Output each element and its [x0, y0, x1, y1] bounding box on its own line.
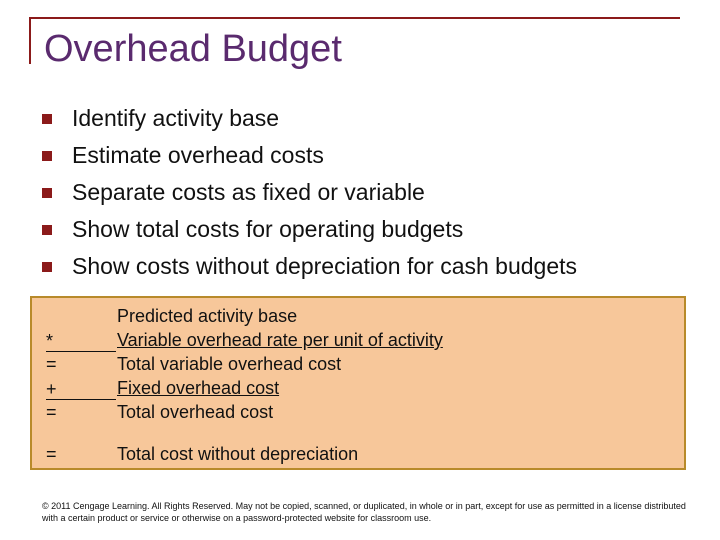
formula-label: Variable overhead rate per unit of activity — [117, 330, 443, 350]
bullet-text: Show total costs for operating budgets — [72, 216, 464, 242]
formula-label: Total variable overhead cost — [117, 354, 342, 374]
bullet-item — [42, 248, 577, 285]
formula-operator: = — [46, 444, 57, 464]
square-bullet-icon — [42, 225, 52, 235]
bullet-text: Identify activity base — [72, 105, 280, 131]
formula-operator: = — [46, 354, 57, 374]
square-bullet-icon — [42, 188, 52, 198]
bullet-item — [42, 211, 577, 248]
square-bullet-icon — [42, 262, 52, 272]
formula-label: Total overhead cost — [117, 402, 274, 422]
bullet-item — [42, 137, 577, 174]
formula-operator: * — [46, 329, 116, 352]
bullet-item — [42, 100, 577, 137]
bullet-list — [42, 100, 577, 285]
title-rule-vertical — [29, 17, 31, 64]
formula-label: Fixed overhead cost — [117, 378, 280, 398]
slide-title: Overhead Budget — [44, 28, 342, 70]
bullet-text: Show costs without depreciation for cash budgets — [72, 253, 578, 279]
bullet-item — [42, 174, 577, 211]
formula-operator: + — [46, 377, 116, 400]
formula-label: Total cost without depreciation — [117, 444, 359, 464]
bullet-text: Estimate overhead costs — [72, 142, 324, 168]
bullet-text: Separate costs as fixed or variable — [72, 179, 425, 205]
formula-operator: = — [46, 402, 57, 422]
copyright-footer: © 2011 Cengage Learning. All Rights Reserved. May not be copied, scanned, or duplicated, in whole or in part, except for use as permitted in a license distributed with a certain product or service or otherwise on a password-protected website for classroom use. — [42, 501, 686, 523]
formula-label: Predicted activity base — [117, 306, 298, 326]
square-bullet-icon — [42, 151, 52, 161]
title-rule-horizontal — [29, 17, 680, 19]
budget-formula-box — [30, 296, 686, 470]
formula-operator — [46, 304, 116, 328]
square-bullet-icon — [42, 114, 52, 124]
